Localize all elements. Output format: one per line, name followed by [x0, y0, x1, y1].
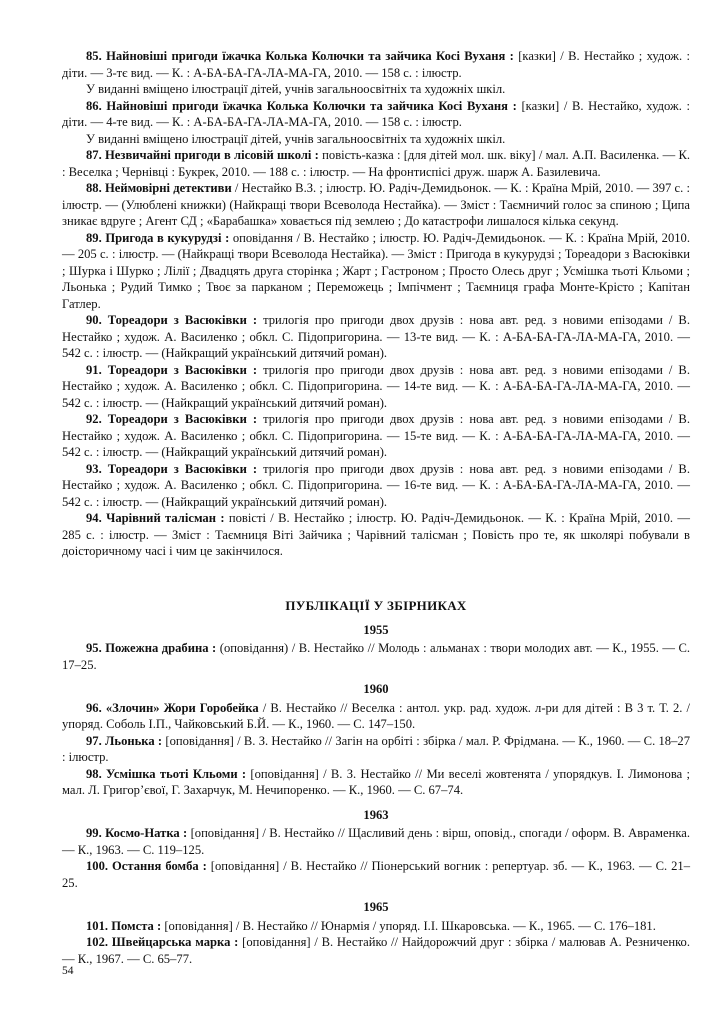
entry — [62, 411, 690, 461]
entry-details: [казки] / В. Нестайко ; худож. : діти. — 3-тє вид. — К. : А-БА-БА-ГА-ЛА-МА-ГА, 2010. — 158 с. : ілюстр. — [62, 49, 690, 80]
entry — [62, 461, 690, 511]
entry — [62, 858, 690, 891]
entry — [62, 230, 690, 313]
entry-details: оповідання / В. Нестайко ; ілюстр. Ю. Радіч-Демидьонок. — К. : Країна Мрій, 2010. — 205 с. : ілюстр. — (Найкращі твори Всеволода Нестайка). — Зміст : Пригода в кукурудзі ; Тореадори з Васюківки ; Шурка і Шурко ; Лілії ; Двадцять друга сторінка ; Жарт ; Гастроном ; Просто Олесь друг ; Усмішка тьоті Кльоми ; Льонька ; Рудий Тимко ; Твоє за парканом ; Переможець ; Імпічмент ; Таємниця графа Монте-Крісто ; Капітан Гатлер. — [62, 230, 690, 311]
entry-title: 100. Остання бомба : — [86, 859, 207, 873]
entry-details: / Нестайко В.З. ; ілюстр. Ю. Радіч-Демидьонок. — К. : Країна Мрій, 2010. — 397 с. : ілюстр. — (Улюблені книжки) (Найкращі твори Всеволода Нестайка). — Зміст : Таємничий голос за спиною ; Ципа зникає вдруге ; Агент СД ; «Барабашка» ховається під землею ; До катастрофи лишалося кілька секунд. — [62, 181, 690, 228]
year-heading: 1960 — [363, 682, 389, 696]
entry — [62, 934, 690, 967]
entry-details: [оповідання] / В. З. Нестайко // Ми веселі жовтенята / упорядкув. І. Лимонова ; мал. Л. Григор’євої, Г. Захарчук, М. Нечипоренко. — К., 1960. — С. 67–74. — [62, 766, 690, 797]
entry — [62, 48, 690, 81]
entry-details: [оповідання] / В. Нестайко // Найдорожчий друг : збірка / малював А. Резниченко. — К., 1967. — С. 65–77. — [62, 935, 690, 966]
entry-title: 90. Тореадори з Васюківки : — [86, 313, 258, 327]
entry-details: / В. Нестайко // Веселка : антол. укр. рад. худож. л-ри для дітей : В 3 т. Т. 2. / упоряд. Соболь І.П., Чайковський Б.Й. — К., 1960. — С. 147–150. — [62, 700, 690, 731]
entry-details: [оповідання] / В. Нестайко // Юнармія / упоряд. І.І. Шкаровська. — К., 1965. — С. 176–181. — [161, 918, 656, 933]
text-body — [62, 48, 690, 967]
entry-details: [казки] / В. Нестайко, худож. : діти. — 4-те вид. — К. : А-БА-БА-ГА-ЛА-МА-ГА, 2010. — 158 с. : ілюстр. — [62, 98, 690, 129]
entry-details: повісті / В. Нестайко ; ілюстр. Ю. Радіч-Демидьонок. — К. : Країна Мрій, 2010. — 285 с. : ілюстр. — Зміст : Таємниця Віті Зайчика ; Чарівний талісман ; Повість про те, як школярі побували в доісторичному часі і чим це закінчилося. — [62, 511, 690, 558]
entry-details: трилогія про пригоди двох друзів : нова авт. ред. з новими епізодами / В. Нестайко ; худож. А. Василенко ; обкл. С. Підопригорина. — 15-те вид. — К. : А-БА-БА-ГА-ЛА-МА-ГА, 2010. — 542 с. : ілюстр. — (Найкращий український дитячий роман). — [62, 412, 690, 459]
entry-note: У виданні вміщено ілюстрації дітей, учнів загальноосвітніх та художніх шкіл. — [86, 131, 506, 146]
entry-details: (оповідання) / В. Нестайко // Молодь : альманах : твори молодих авт. — К., 1955. — С. 17–25. — [62, 641, 690, 672]
entry-title: 94. Чарівний талісман : — [86, 511, 225, 525]
entry — [62, 180, 690, 230]
entry-title: 89. Пригода в кукурудзі : — [86, 230, 230, 245]
year-heading: 1955 — [363, 622, 389, 637]
year-heading: 1963 — [363, 807, 389, 822]
entry-title: 92. Тореадори з Васюківки : — [86, 412, 258, 426]
entry-note: У виданні вміщено ілюстрації дітей, учнів загальноосвітніх та художніх шкіл. — [86, 82, 506, 96]
entry-title: 85. Найновіші пригоди їжачка Колька Колючки та зайчика Косі Вуханя : — [86, 49, 514, 63]
year-heading: 1965 — [363, 900, 389, 914]
entry — [62, 312, 690, 362]
entry — [62, 733, 690, 766]
entry-details: [оповідання] / В. З. Нестайко // Загін на орбіті : збірка / мал. Р. Фрідмана. — К., 1960. — С. 18–27 : ілюстр. — [62, 733, 690, 764]
section-heading: ПУБЛІКАЦІЇ У ЗБІРНИКАХ — [285, 597, 467, 613]
entry-title: 95. Пожежна драбина : — [86, 641, 217, 655]
entry — [62, 147, 690, 180]
entry — [62, 98, 690, 131]
entry-title: 97. Льонька : — [86, 733, 163, 748]
entry — [62, 510, 690, 560]
entry — [62, 766, 690, 799]
entry — [62, 700, 690, 733]
entry-title: 88. Неймовірні детективи — [86, 181, 232, 195]
entry-title: 99. Космо-Натка : — [86, 826, 188, 840]
entry-title: 102. Швейцарська марка : — [86, 935, 239, 949]
entry-title: 91. Тореадори з Васюківки : — [86, 362, 258, 377]
entry — [62, 640, 690, 673]
entry-details: [оповідання] / В. Нестайко // Щасливий день : вірш, оповід., спогади / оформ. В. Авраменка. — К., 1963. — С. 119–125. — [62, 826, 691, 857]
entry-title: 101. Помста : — [86, 918, 162, 933]
entry — [62, 362, 690, 412]
entry-title: 86. Найновіші пригоди їжачка Колька Колючки та зайчика Косі Вуханя : — [86, 98, 517, 113]
entry-title: 87. Незвичайні пригоди в лісовій школі : — [86, 148, 319, 162]
entry-details: [оповідання] / В. Нестайко // Піонерський вогник : репертуар. зб. — К., 1963. — С. 21–25. — [62, 859, 690, 890]
entry-details: трилогія про пригоди двох друзів : нова авт. ред. з новими епізодами / В. Нестайко ; худож. А. Василенко ; обкл. С. Підопригорина. — 14-те вид. — К. : А-БА-БА-ГА-ЛА-МА-ГА, 2010. — 542 с. : ілюстр. — (Найкращий український дитячий роман). — [62, 362, 690, 410]
entry-title: 98. Усмішка тьоті Кльоми : — [86, 766, 247, 781]
entry-details: повість-казка : [для дітей мол. шк. віку] / мал. А.П. Василенка. — К. : Веселка ; Чернівці : Букрек, 2010. — 188 с. : ілюстр. — На фронтиспісі друж. шарж А. Базилевича. — [62, 148, 690, 179]
entry-details: трилогія про пригоди двох друзів : нова авт. ред. з новими епізодами / В. Нестайко ; худож. А. Василенко ; обкл. С. Підопригорина. — 16-те вид. — К. : А-БА-БА-ГА-ЛА-МА-ГА, 2010. — 542 с. : ілюстр. — (Найкращий український дитячий роман). — [62, 461, 690, 509]
entry — [62, 918, 690, 935]
page-number: 54 — [62, 965, 74, 977]
entry-title: 96. «Злочин» Жори Горобейка — [86, 700, 259, 715]
entry — [62, 825, 690, 858]
entry-title: 93. Тореадори з Васюківки : — [86, 461, 258, 476]
entry-details: трилогія про пригоди двох друзів : нова авт. ред. з новими епізодами / В. Нестайко ; худож. А. Василенко ; обкл. С. Підопригорина. — 13-те вид. — К. : А-БА-БА-ГА-ЛА-МА-ГА, 2010. — 542 с. : ілюстр. — (Найкращий український дитячий роман). — [62, 313, 690, 360]
